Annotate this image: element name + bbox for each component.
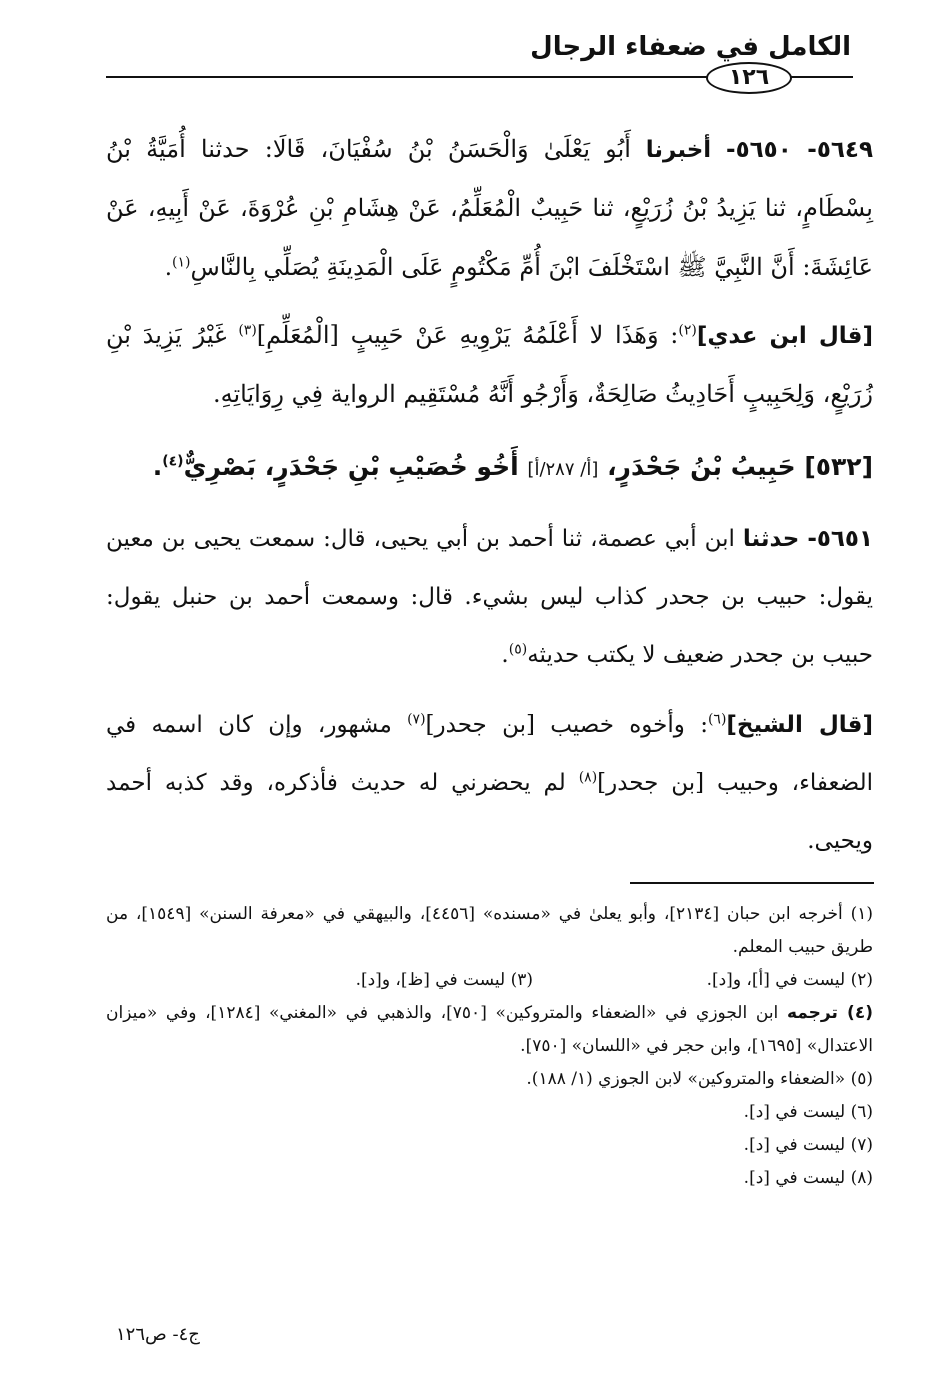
entry-number: [٥٣٢] (804, 452, 873, 481)
footnote-4-lead: (٤) ترجمه (786, 1003, 873, 1023)
volume-page-reference: ج٤- ص١٢٦ (116, 1324, 200, 1345)
manuscript-ref: [أ/ ٢٨٧/أ] (527, 459, 599, 480)
footnote-ref-7: (٧) (407, 711, 426, 728)
hadith-text: ابن أبي عصمة، ثنا أحمد بن أبي يحيى، قال: سمعت يحيى بن معين يقول: حبيب بن جحدر كذاب ليس بشيء. قال: وسمعت أحمد بن حنبل يقول: حبيب بن جحدر ضعيف لا يكتب حديثه (106, 526, 873, 668)
hadith-5649-5650 (106, 120, 873, 297)
narration-lead: حدثنا (742, 526, 800, 552)
page-number: ١٢٦ (706, 62, 792, 94)
hadith-5651 (106, 510, 873, 684)
footnote-ref-4: (٤) (162, 453, 184, 470)
footnote-ref-8: (٨) (578, 769, 598, 786)
footnote-7: (٧) ليست في [د]. (743, 1135, 873, 1155)
comment-text-a: : وأخوه خصيب [بن جحدر] (425, 712, 708, 738)
footnote-8: (٨) ليست في [د]. (743, 1168, 873, 1188)
footnote-ref-6: (٦) (707, 711, 727, 728)
comment-text-b: غَيْرُ يَزِيدَ بْنِ زُرَيْعٍ، وَلِحَبِيبٍ أَحَادِيثُ صَالِحَةٌ، وَأَرْجُو أَنَّهُ مُسْتَقِيم الرواية فِي رِوَايَاتِهِ. (106, 321, 873, 408)
footnote-4-text: ابن الجوزي في «الضعفاء والمتروكين» [٧٥٠]، والذهبي في «المغني» [١٢٨٤]، وفي «ميزان الاعتدال» [١٦٩٥]، وابن حجر في «اللسان» [٧٥٠]. (106, 1003, 873, 1056)
period: . (152, 452, 163, 481)
book-title: الكامل في ضعفاء الرجال (530, 32, 851, 62)
narration-lead: أخبرنا (645, 137, 712, 163)
footnote-ref-3: (٣) (238, 322, 257, 339)
comment-text-c: لم يحضرني له حديث فأذكره، وقد كذبه أحمد ويحيى. (106, 770, 873, 854)
entry-name: حَبِيبُ بْنُ جَحْدَرٍ، (607, 452, 796, 481)
hadith-number: ٥٦٤٩- ٥٦٥٠- (726, 137, 873, 163)
footnote-3: (٣) ليست في [ظ]، و[د]. (355, 970, 533, 990)
footnotes (106, 898, 873, 1195)
ibn-adi-comment (106, 306, 873, 424)
footnote-row-2-3 (106, 964, 873, 997)
footnote-2: (٢) ليست في [أ]، و[د]. (706, 970, 873, 990)
footnote-5: (٥) «الضعفاء والمتروكين» لابن الجوزي (١/ ١٨٨). (526, 1069, 873, 1089)
comment-text-a: : وَهَذَا لا أَعْلَمُهُ يَرْوِيهِ عَنْ حَبِيبٍ [الْمُعَلِّمِ] (256, 321, 679, 349)
entry-description: أَخُو خُصَيْبِ بْنِ جَحْدَرٍ، بَصْرِيٌّ (183, 452, 519, 481)
footnote-ref-2: (٢) (678, 322, 697, 339)
comment-lead: [قال الشيخ] (726, 712, 873, 738)
footnote-4 (106, 997, 873, 1063)
footnote-1: (١) أخرجه ابن حبان [٢١٣٤]، وأبو يعلىٰ في «مسنده» [٤٤٥٦]، والبيهقي في «معرفة السنن» [١٥٤٩]، من طريق حبيب المعلم. (106, 904, 873, 957)
period: . (501, 642, 509, 668)
entry-heading (153, 452, 873, 481)
hadith-number: ٥٦٥١- (807, 526, 874, 552)
footnote-6: (٦) ليست في [د]. (743, 1102, 873, 1122)
sheikh-comment (106, 696, 873, 870)
footnote-separator (630, 882, 874, 884)
hadith-text: أَبُو يَعْلَىٰ وَالْحَسَنُ بْنُ سُفْيَانَ، قَالَا: حدثنا أُمَيَّةُ بْنُ بِسْطَامٍ، ثنا يَزِيدُ بْنُ زُرَيْعٍ، ثنا حَبِيبٌ الْمُعَلِّمُ، عَنْ هِشَامِ بْنِ عُرْوَةَ، عَنْ أَبِيهِ، عَنْ عَائِشَةَ: أَنَّ النَّبِيَّ ﷺ اسْتَخْلَفَ ابْنَ أُمِّ مَكْتُومٍ عَلَى الْمَدِينَةِ يُصَلِّي بِالنَّاسِ (106, 135, 873, 281)
comment-text-b: مشهور، وإن كان اسمه في الضعفاء، وحبيب [بن جحدر] (106, 712, 873, 796)
footnote-ref-5: (٥) (508, 641, 528, 658)
footnote-ref-1: (١) (172, 254, 191, 271)
comment-lead: [قال ابن عدي] (696, 323, 873, 349)
period: . (164, 255, 173, 281)
